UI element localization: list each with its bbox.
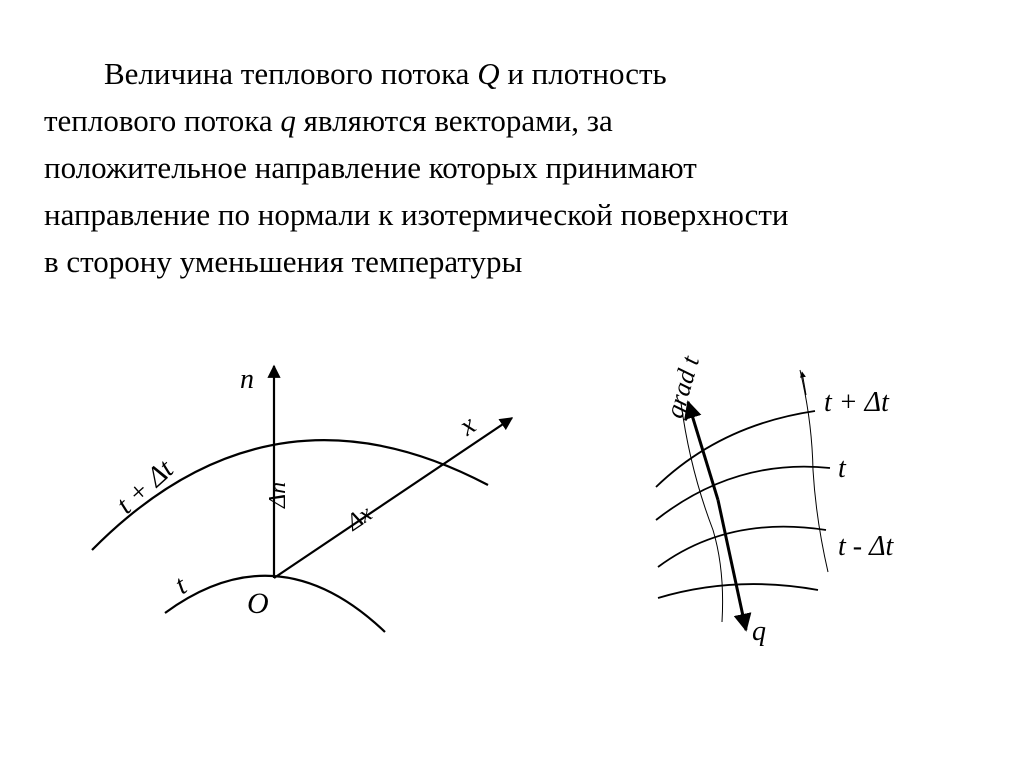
label-q: q [752, 616, 766, 647]
isotherm-line-3 [658, 527, 826, 567]
label-delta-x: Δx [341, 500, 377, 537]
left-diagram [92, 364, 512, 632]
label-t-minus-dt: t - Δt [838, 531, 894, 562]
text-line-5: в сторону уменьшения температуры [44, 244, 523, 279]
gradient-vector-up [688, 402, 718, 500]
label-t-plus-dt-right: t + Δt [824, 387, 889, 418]
label-t-plus-dt: t + Δt [110, 453, 180, 521]
text-segment: являются векторами, за [295, 103, 613, 138]
normal-guide-left [681, 403, 723, 622]
text-segment: и плотность [499, 56, 667, 91]
label-grad-t: grad t [659, 352, 705, 422]
isotherm-curve-t [165, 576, 385, 632]
right-diagram [656, 352, 895, 647]
label-origin: O [247, 587, 269, 620]
axis-x [274, 418, 512, 578]
text-segment: теплового потока [44, 103, 281, 138]
text-line-3: положительное направление которых принимают [44, 150, 697, 185]
isotherm-line-2 [656, 467, 830, 520]
text-segment: Величина теплового потока [104, 56, 478, 91]
text-line-4: направление по нормали к изотермической поверхности [44, 197, 789, 232]
label-t-right: t [838, 453, 846, 484]
label-x: x [453, 409, 482, 443]
label-n: n [240, 364, 254, 395]
label-delta-n: Δn [265, 481, 291, 508]
isotherm-line-1 [656, 411, 815, 487]
label-t: t [169, 570, 193, 601]
symbol-q: q [280, 103, 296, 138]
symbol-Q: Q [477, 56, 500, 91]
